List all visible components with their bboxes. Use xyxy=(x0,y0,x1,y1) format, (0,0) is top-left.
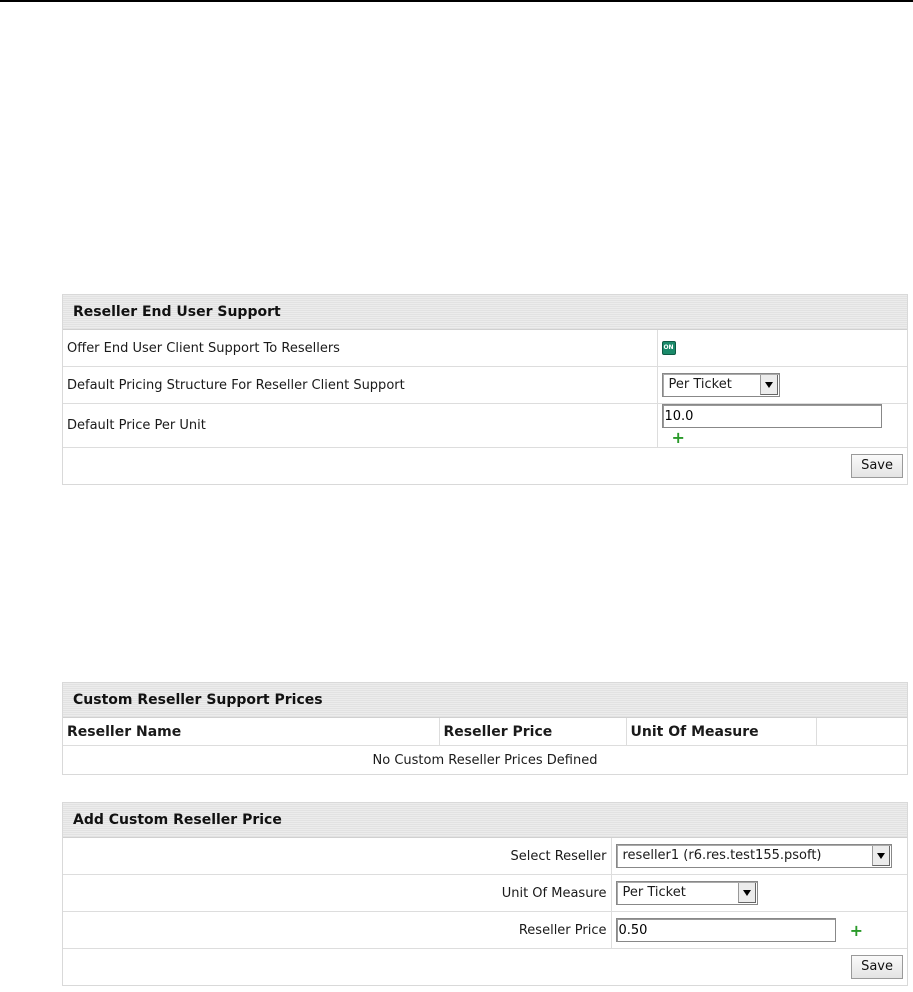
on-toggle-icon[interactable]: ON xyxy=(662,341,676,355)
top-border-line xyxy=(0,0,913,2)
action-cell xyxy=(63,448,907,485)
save-button[interactable]: Save xyxy=(851,955,903,979)
chevron-down-icon[interactable] xyxy=(738,883,756,903)
action-row xyxy=(63,949,907,986)
panel-title: Add Custom Reseller Price xyxy=(63,803,907,838)
default-price-input[interactable] xyxy=(662,404,882,428)
form-value xyxy=(611,875,907,912)
setting-label: Offer End User Client Support To Resellers xyxy=(63,330,657,367)
chevron-down-icon[interactable] xyxy=(760,375,778,395)
setting-value xyxy=(657,404,907,448)
form-row xyxy=(63,912,907,949)
reseller-select[interactable]: reseller1 (r6.res.test155.psoft) xyxy=(616,844,892,868)
empty-row xyxy=(63,746,907,775)
support-settings-table xyxy=(63,330,907,484)
custom-prices-table xyxy=(63,718,907,774)
form-value xyxy=(611,838,907,875)
column-header xyxy=(816,718,907,746)
column-header: Unit Of Measure xyxy=(626,718,816,746)
save-button[interactable]: Save xyxy=(851,454,903,478)
panel-title: Reseller End User Support xyxy=(63,295,907,330)
form-label: Unit Of Measure xyxy=(63,875,611,912)
add-price-form xyxy=(63,838,907,985)
setting-row xyxy=(63,330,907,367)
form-row xyxy=(63,875,907,912)
empty-message: No Custom Reseller Prices Defined xyxy=(63,746,907,775)
action-cell xyxy=(63,949,907,986)
unit-of-measure-select[interactable]: Per Ticket xyxy=(616,881,758,905)
add-custom-reseller-price-panel xyxy=(62,802,908,986)
setting-row xyxy=(63,367,907,404)
setting-row xyxy=(63,404,907,448)
column-header: Reseller Name xyxy=(63,718,439,746)
form-label: Reseller Price xyxy=(63,912,611,949)
custom-reseller-prices-panel xyxy=(62,682,908,775)
plus-icon[interactable]: + xyxy=(849,920,864,940)
form-label: Select Reseller xyxy=(63,838,611,875)
action-row xyxy=(63,448,907,485)
form-row xyxy=(63,838,907,875)
setting-value xyxy=(657,367,907,404)
form-value xyxy=(611,912,907,949)
pricing-structure-select[interactable]: Per Ticket xyxy=(662,373,780,397)
reseller-price-input[interactable] xyxy=(616,918,836,942)
panel-title: Custom Reseller Support Prices xyxy=(63,683,907,718)
setting-label: Default Pricing Structure For Reseller Client Support xyxy=(63,367,657,404)
setting-value xyxy=(657,330,907,367)
column-header: Reseller Price xyxy=(439,718,626,746)
chevron-down-icon[interactable] xyxy=(872,846,890,866)
plus-icon[interactable]: + xyxy=(671,428,685,447)
setting-label: Default Price Per Unit xyxy=(63,404,657,448)
table-header-row xyxy=(63,718,907,746)
reseller-end-user-support-panel xyxy=(62,294,908,485)
